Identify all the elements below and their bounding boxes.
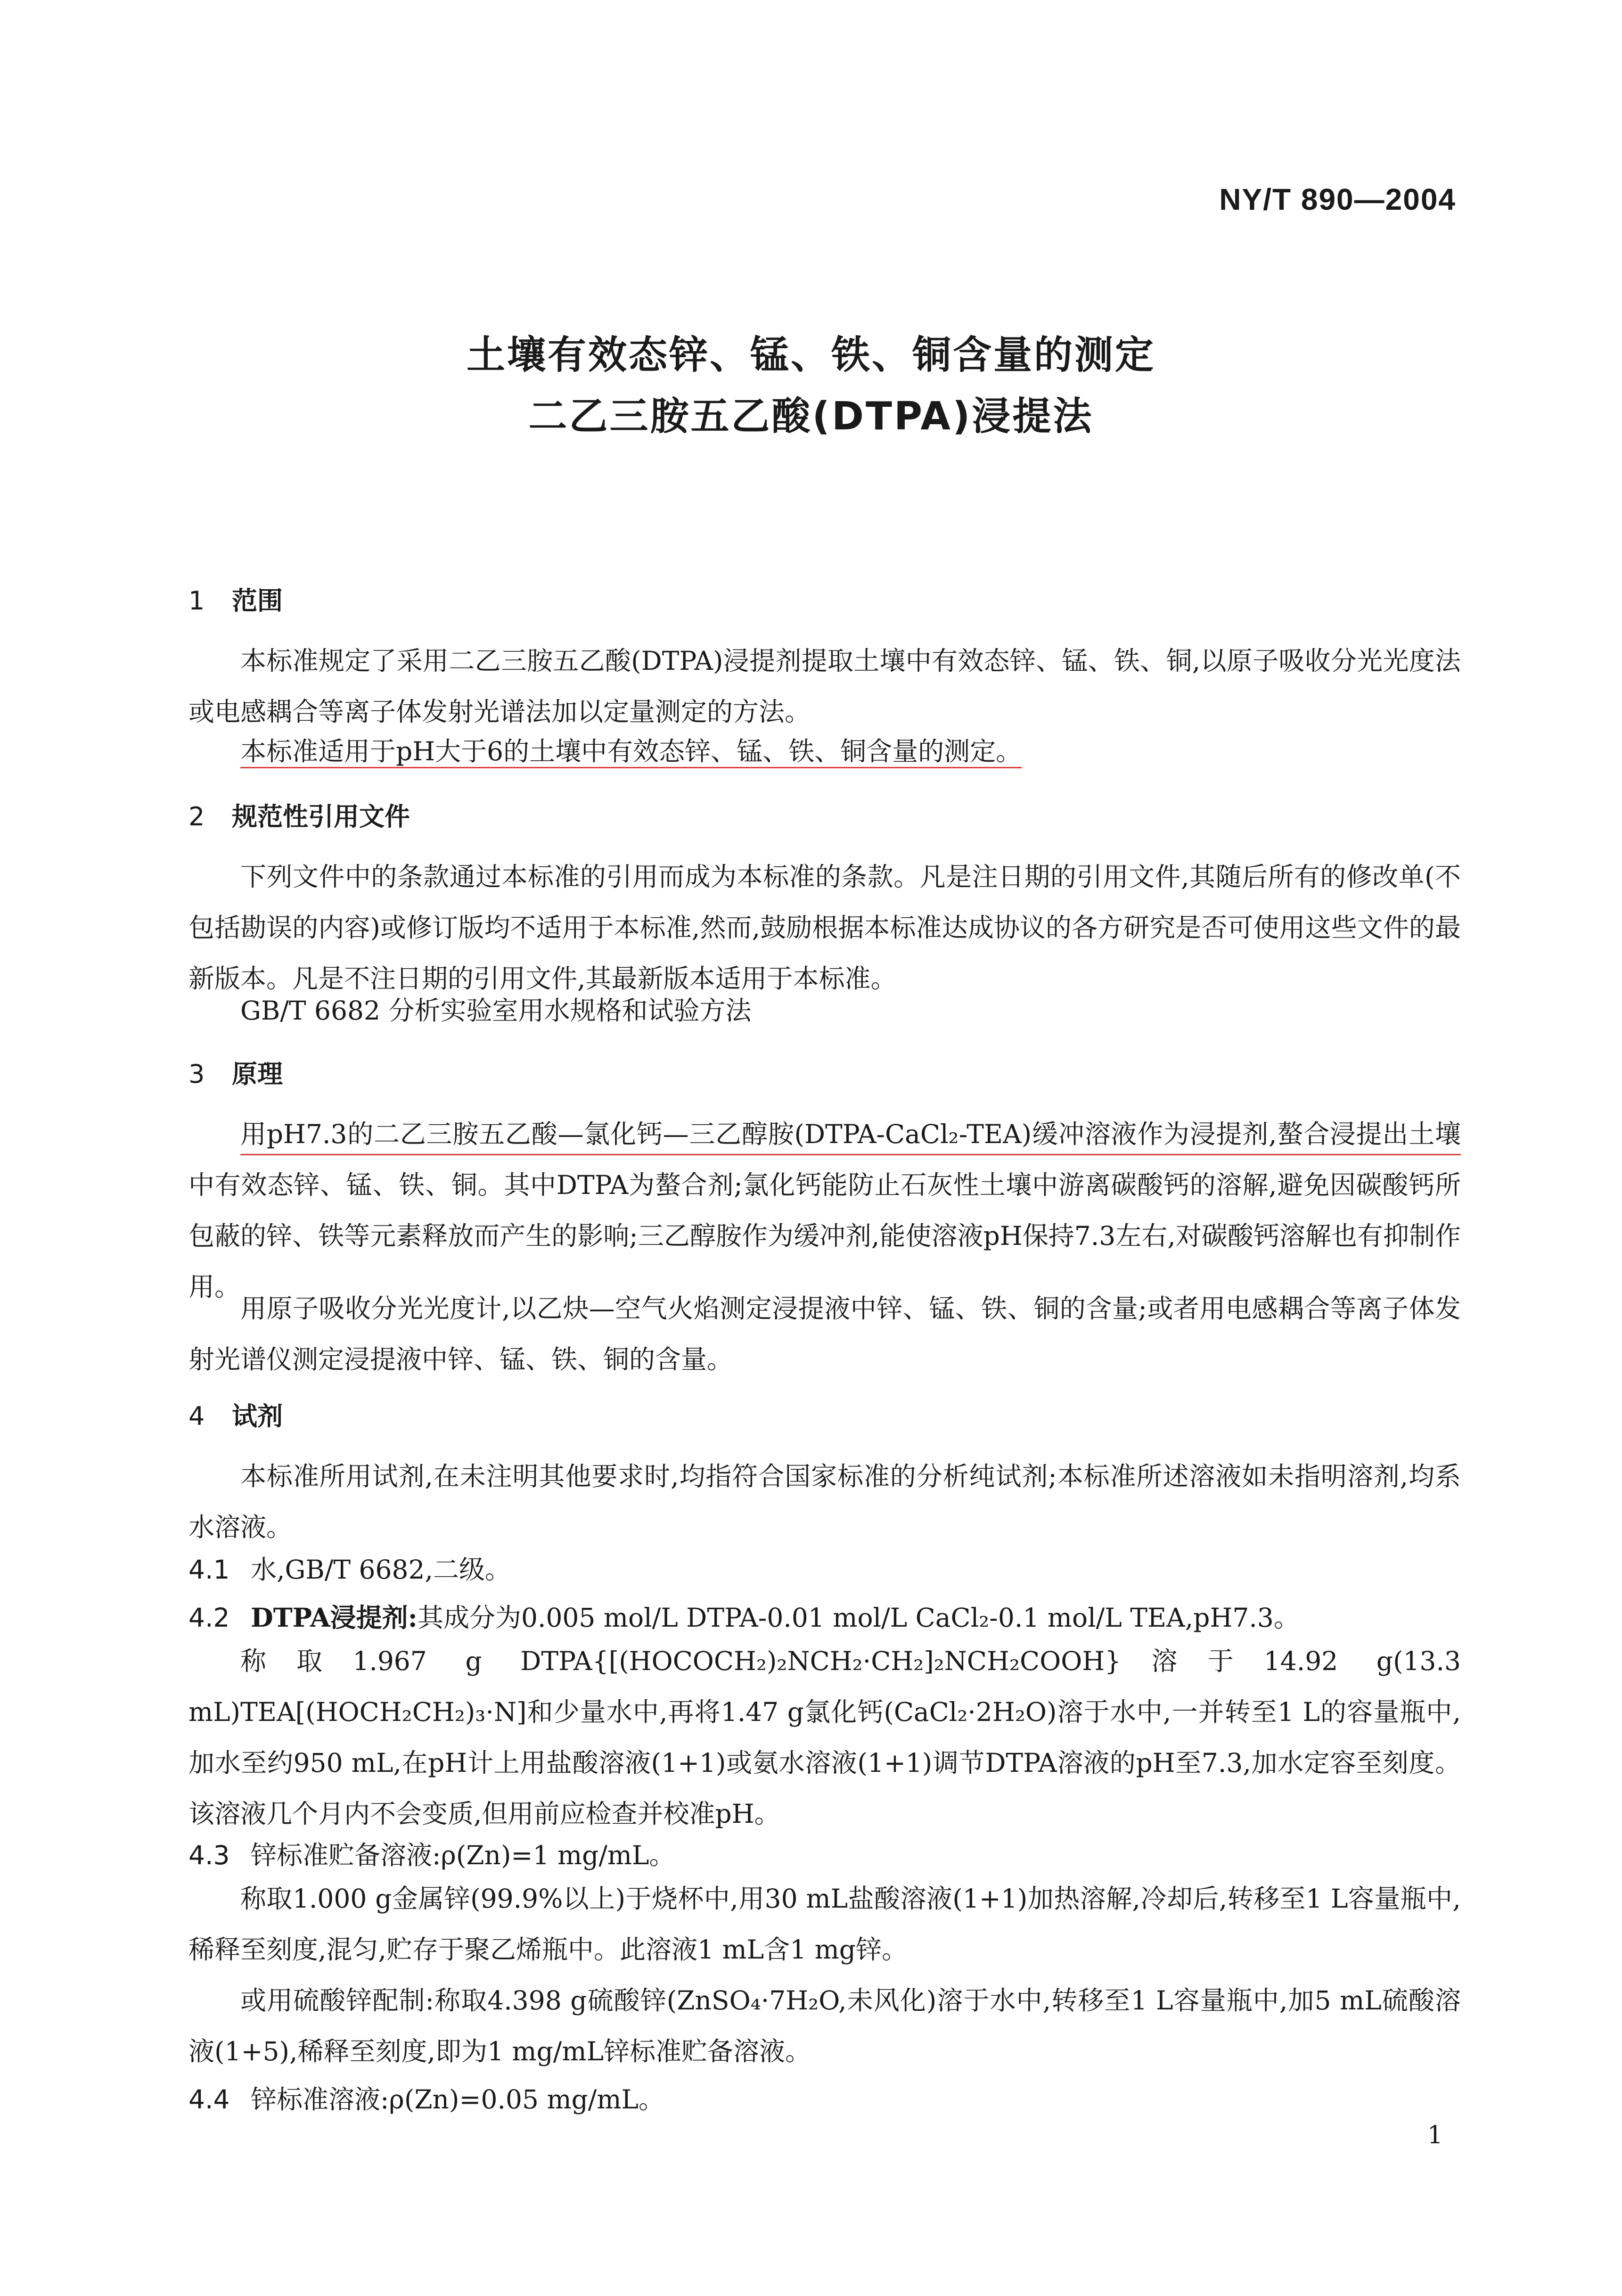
section-number: 3 [188,1059,205,1089]
subclause-text: 水,GB/T 6682,二级。 [251,1555,511,1585]
subclause-number: 4.1 [188,1555,230,1585]
paragraph: 下列文件中的条款通过本标准的引用而成为本标准的条款。凡是注日期的引用文件,其随后所有的修改单(不包括勘误的内容)或修订版均不适用于本标准,然而,鼓励根据本标准达成协议的各方研究是否可使用这些文件的最新版本。凡是不注日期的引用文件,其最新版本适用于本标准。 [188,862,1461,994]
section-number: 1 [188,586,205,616]
paragraph: 或用硫酸锌配制:称取4.398 g硫酸锌(ZnSO₄·7H₂O,未风化)溶于水中,转移至1 L容量瓶中,加5 mL硫酸溶液(1+5),稀释至刻度,即为1 mg/mL锌标准贮备溶液。 [188,1985,1461,2066]
paragraph: 本标准规定了采用二乙三胺五乙酸(DTPA)浸提剂提取土壤中有效态锌、锰、铁、铜,以原子吸收分光光度法或电感耦合等离子体发射光谱法加以定量测定的方法。 [188,646,1461,727]
subclause-text: 锌标准溶液:ρ(Zn)=0.05 mg/mL。 [251,2084,665,2115]
page-number: 1 [1427,2121,1443,2149]
section-heading-principle [188,1054,283,1090]
subclause-number: 4.4 [188,2084,230,2115]
section-heading-normative-references [188,797,410,833]
document-title-line1: 土壤有效态锌、锰、铁、铜含量的测定 [466,333,1155,378]
reference-item: GB/T 6682 分析实验室用水规格和试验方法 [240,996,752,1026]
paragraph: 用pH7.3的二乙三胺五乙酸—氯化钙—三乙醇胺(DTPA-CaCl₂-TEA)缓冲溶液作为浸提剂,螯合浸提出土壤中有效态锌、锰、铁、铜。其中DTPA为螯合剂;氯化钙能防止石灰性土壤中游离碳酸钙的溶解,避免因碳酸钙所包蔽的锌、铁等元素释放而产生的影响;三乙醇胺作为缓冲剂,能使溶液pH保持7.3左右,对碳酸钙溶解也有抑制作用。 [188,1119,1461,1302]
document-title-line2: 二乙三胺五乙酸(DTPA)浸提法 [528,394,1094,439]
section-title: 范围 [232,586,283,616]
annotation-underline [240,1154,1461,1155]
paragraph: 本标准所用试剂,在未注明其他要求时,均指符合国家标准的分析纯试剂;本标准所述溶液如未指明溶剂,均系水溶液。 [188,1461,1461,1542]
subclause-4-1 [188,1549,511,1586]
section-title: 规范性引用文件 [232,802,410,831]
section-number: 2 [188,802,205,831]
subclause-4-2 [188,1597,1300,1634]
subclause-text: 锌标准贮备溶液:ρ(Zn)=1 mg/mL。 [251,1840,675,1870]
subclause-number: 4.2 [188,1603,230,1633]
section-number: 4 [188,1401,205,1431]
paragraph-underlined: 本标准适用于pH大于6的土壤中有效态锌、锰、铁、铜含量的测定。 [240,736,1022,766]
standard-number: NY/T 890—2004 [1219,182,1456,216]
section-title: 试剂 [232,1401,283,1431]
section-heading-reagents [188,1396,283,1432]
subclause-text: 其成分为0.005 mol/L DTPA-0.01 mol/L CaCl₂-0.1 mol/L TEA,pH7.3。 [417,1603,1300,1633]
subclause-number: 4.3 [188,1840,230,1870]
subclause-4-3 [188,1835,675,1872]
paragraph: 称取1.967 g DTPA{[(HOCOCH₂)₂NCH₂·CH₂]₂NCH₂COOH}溶于14.92 g(13.3 mL)TEA[(HOCH₂CH₂)₃·N]和少量水中,再将1.47 g氯化钙(CaCl₂·2H₂O)溶于水中,一并转至1 L的容量瓶中,加水至约950 mL,在pH计上用盐酸溶液(1+1)或氨水溶液(1+1)调节DTPA溶液的pH至7.3,加水定容至刻度。该溶液几个月内不会变质,但用前应检查并校准pH。 [188,1646,1461,1829]
subclause-bold-label: DTPA浸提剂: [251,1602,418,1633]
section-heading-scope [188,581,283,617]
paragraph: 称取1.000 g金属锌(99.9%以上)于烧杯中,用30 mL盐酸溶液(1+1)加热溶解,冷却后,转移至1 L容量瓶中,稀释至刻度,混匀,贮存于聚乙烯瓶中。此溶液1 mL含1 mg锌。 [188,1884,1461,1965]
paragraph: 用原子吸收分光光度计,以乙炔—空气火焰测定浸提液中锌、锰、铁、铜的含量;或者用电感耦合等离子体发射光谱仪测定浸提液中锌、锰、铁、铜的含量。 [188,1293,1461,1374]
subclause-4-4 [188,2079,664,2116]
section-title: 原理 [232,1059,283,1089]
